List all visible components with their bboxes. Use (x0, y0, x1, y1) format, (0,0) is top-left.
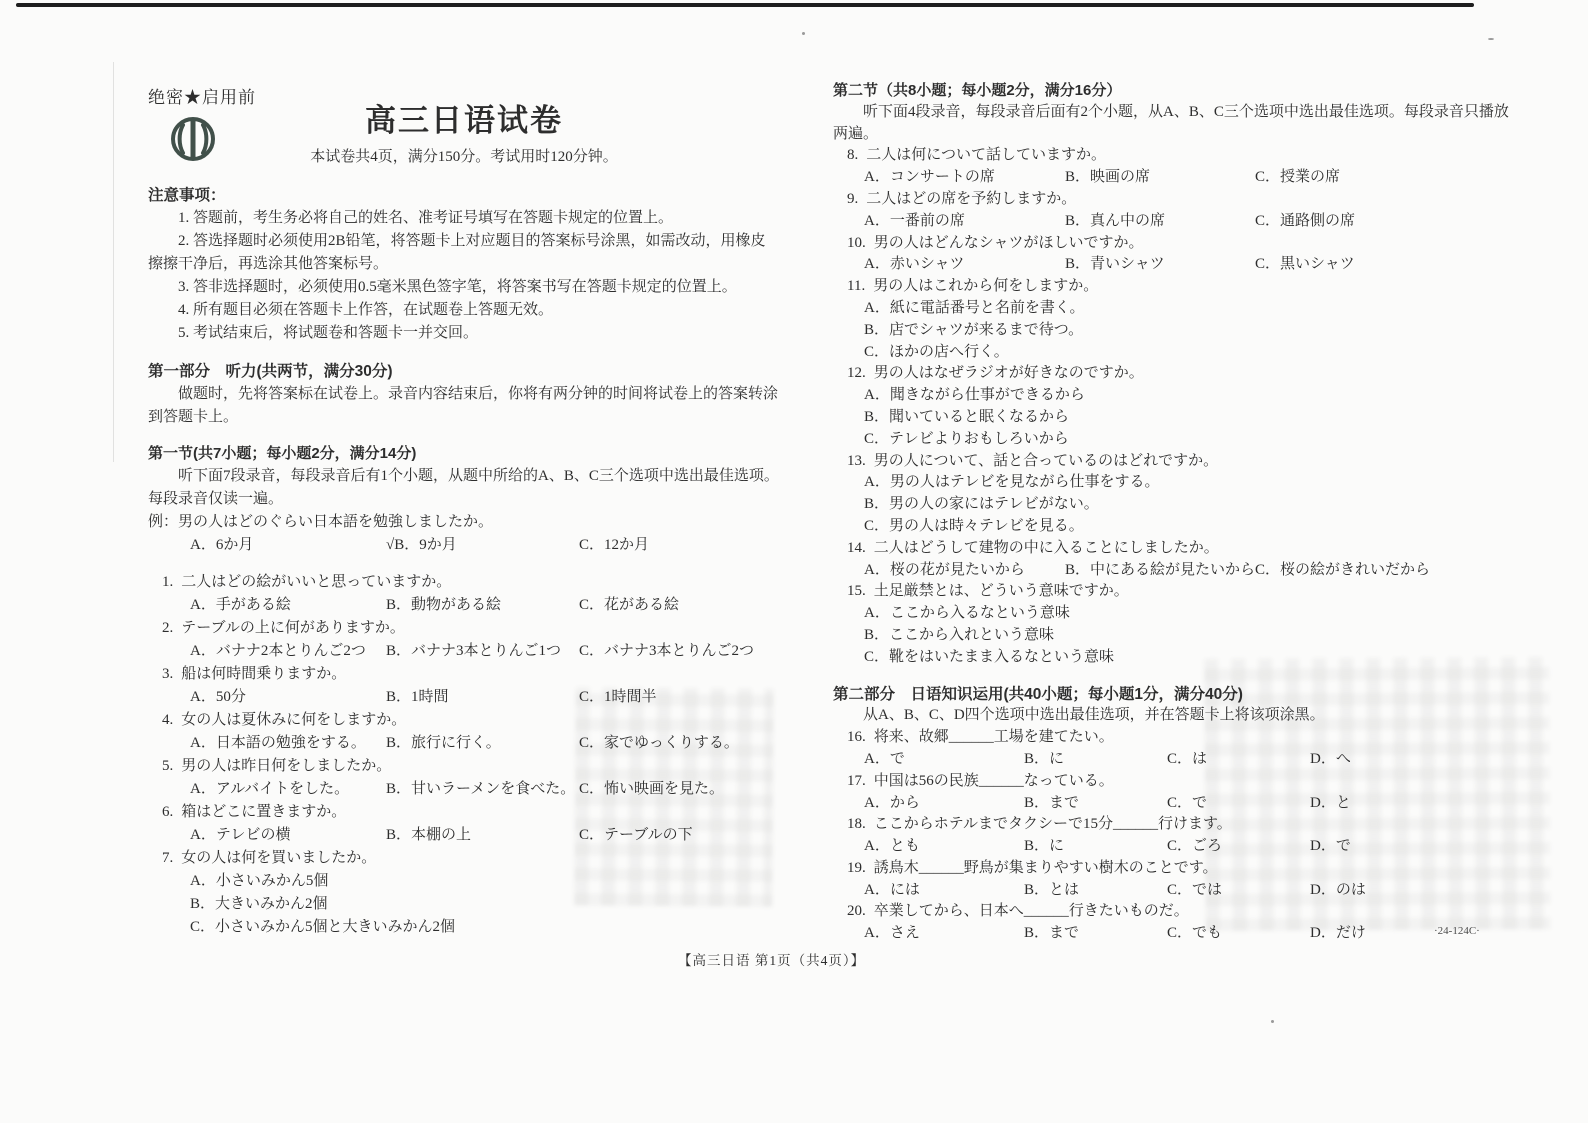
question-18 (833, 814, 1509, 858)
question-stem: 女の人は夏休みに何をしますか。 (181, 712, 407, 728)
question-19 (833, 858, 1509, 902)
option-b: B．に (1024, 838, 1065, 855)
option-b: B．真ん中の席 (1065, 212, 1166, 229)
question-stem: 二人はどの絵がいいと思っていますか。 (181, 574, 452, 590)
notice-item: 3. 答非选择题时，必须使用0.5毫米黑色签字笔，将答案书写在答题卡规定的位置上。 (178, 279, 737, 295)
option-b: B．男の人の家にはテレビがない。 (864, 496, 1099, 513)
question-stem: 土足厳禁とは、どういう意味ですか。 (873, 583, 1129, 600)
option-b: B．バナナ3本とりんご1つ (386, 643, 562, 659)
question-number: 20. (847, 903, 866, 920)
notice-item: 1. 答题前，考生务必将自己的姓名、准考证号填写在答题卡规定的位置上。 (178, 210, 674, 226)
question-stem: 男の人は昨日何をしましたか。 (181, 758, 392, 774)
question-2 (148, 617, 780, 663)
option-d: D．だけ (1310, 925, 1366, 942)
section1-heading: 第一节(共7小题；每小题2分，满分14分) (148, 445, 417, 462)
option-b: B．甘いラーメンを食べた。 (386, 781, 576, 797)
question-10 (833, 233, 1509, 277)
question-stem: 中国は56の民族______なっている。 (873, 772, 1114, 789)
question-number: 15. (847, 583, 866, 600)
option-d: D．へ (1310, 750, 1351, 767)
question-number: 13. (847, 452, 866, 469)
option-a: A．聞きながら仕事ができるから (864, 387, 1085, 404)
exam-brand-logo-icon (170, 114, 216, 164)
option-b: B．中にある絵が見たいから (1065, 561, 1256, 578)
option-a: A．一番前の席 (864, 212, 965, 229)
question-number: 7. (162, 850, 174, 866)
option-c: C．テレビよりおもしろいから (864, 430, 1069, 447)
option-b: B．本棚の上 (386, 827, 472, 843)
option-c: C．男の人は時々テレビを見る。 (864, 517, 1084, 534)
option-b: B．動物がある絵 (386, 597, 502, 613)
option-a: A．には (864, 881, 920, 898)
question-number: 4. (162, 712, 174, 728)
option-b: B．映画の席 (1065, 169, 1151, 186)
question-number: 2. (162, 620, 174, 636)
option-a: A．テレビの横 (190, 827, 291, 843)
option-b: B．1時間 (386, 689, 449, 705)
scan-speck (1488, 38, 1494, 40)
question-20 (833, 901, 1509, 945)
option-b: B．大きいみかん2個 (190, 896, 328, 912)
question-17 (833, 771, 1509, 815)
option-c: C．靴をはいたまま入るなという意味 (864, 648, 1115, 665)
question-number: 18. (847, 816, 866, 833)
page-title: 高三日语试卷 (365, 103, 563, 138)
option-a: A．男の人はテレビを見ながら仕事をする。 (864, 474, 1160, 491)
section2-heading: 第二节（共8小题；每小题2分，满分16分） (833, 82, 1122, 99)
option-c: C．桜の絵がきれいだから (1255, 561, 1431, 578)
option-a: A．から (864, 794, 920, 811)
option-a: A．赤いシャツ (864, 256, 965, 273)
option-a: A．ここから入るなという意味 (864, 605, 1070, 622)
exam-header (148, 86, 780, 138)
question-7 (148, 847, 780, 939)
question-15 (833, 581, 1509, 668)
question-stem: 誘鳥木______野鳥が集まりやすい樹木のことです。 (873, 859, 1218, 876)
paper-code: ·24-124C· (1434, 925, 1480, 937)
question-number: 19. (847, 859, 866, 876)
question-8 (833, 145, 1509, 189)
exam-subtitle: 本试卷共4页，满分150分。考试用时120分钟。 (310, 149, 618, 165)
option-b: B．ここから入れという意味 (864, 626, 1055, 643)
classification-label: 绝密★启用前 (148, 88, 256, 107)
question-16 (833, 727, 1509, 771)
option-a: A．さえ (864, 925, 920, 942)
section1-intro: 听下面7段录音，每段录音后有1个小题，从题中所给的A、B、C三个选项中选出最佳选项。每段录音仅读一遍。 (148, 468, 779, 507)
notice-item: 4. 所有题目必须在答题卡上作答，在试题卷上答题无效。 (178, 302, 554, 318)
option-b: B．店でシャツが来るまで待つ。 (864, 321, 1084, 338)
option-b: B．に (1024, 750, 1065, 767)
notice-item: 5. 考试结束后，将试题卷和答题卡一并交回。 (178, 325, 479, 341)
option-c: C．小さいみかん5個と大きいみかん2個 (190, 919, 456, 935)
option-a: A．日本語の勉強をする。 (190, 735, 366, 751)
page-footer: 【高三日语 第1页（共4页）】 (678, 953, 866, 968)
option-c: C．花がある絵 (579, 597, 680, 613)
option-c: C．バナナ3本とりんご2つ (579, 643, 755, 659)
part2-intro: 从A、B、C、D四个选项中选出最佳选项，并在答题卡上将该项涂黑。 (863, 707, 1325, 724)
option-a: A．手がある絵 (190, 597, 291, 613)
question-number: 5. (162, 758, 174, 774)
question-stem: 男の人はどんなシャツがほしいですか。 (873, 234, 1144, 251)
scan-fold-line (113, 62, 114, 462)
option-b: B．とは (1024, 881, 1080, 898)
example-option-c: C．12か月 (579, 537, 650, 553)
question-number: 3. (162, 666, 174, 682)
option-c: C．通路側の席 (1255, 212, 1356, 229)
part2-heading: 第二部分 日语知识运用(共40小题；每小题1分，满分40分) (833, 685, 1243, 703)
question-stem: ここからホテルまでタクシーで15分______行けます。 (873, 816, 1232, 833)
option-a: A．小さいみかん5個 (190, 873, 329, 889)
option-a: A．50分 (190, 689, 246, 705)
question-stem: 女の人は何を買いましたか。 (181, 850, 377, 866)
question-stem: 将来、故郷______工場を建てたい。 (873, 729, 1114, 746)
question-stem: 船は何時間乗りますか。 (181, 666, 347, 682)
option-c: C．授業の席 (1255, 169, 1341, 186)
option-d: D．のは (1310, 881, 1366, 898)
option-c: C．ほかの店へ行く。 (864, 343, 1009, 360)
option-c: C．ごろ (1167, 838, 1223, 855)
option-c: C．は (1167, 750, 1208, 767)
part1-intro: 做题时，先将答案标在试卷上。录音内容结束后，你将有两分钟的时间将试卷上的答案转涂到答题卡上。 (148, 386, 779, 425)
question-stem: 二人はどうして建物の中に入ることにしましたか。 (873, 539, 1219, 556)
option-c: C．で (1167, 794, 1208, 811)
option-b: B．青いシャツ (1065, 256, 1165, 273)
question-number: 17. (847, 772, 866, 789)
question-number: 10. (847, 234, 866, 251)
option-b: B．聞いていると眠くなるから (864, 408, 1070, 425)
part1-heading: 第一部分 听力(共两节，满分30分) (148, 363, 393, 380)
question-stem: 男の人はなぜラジオが好きなのですか。 (873, 365, 1144, 382)
question-stem: 卒業してから、日本へ______行きたいものだ。 (873, 903, 1189, 920)
example-stem: 例：男の人はどのぐらい日本語を勉強しましたか。 (148, 514, 494, 530)
option-a: A．で (864, 750, 905, 767)
question-6 (148, 801, 780, 847)
option-c: C．でも (1167, 925, 1223, 942)
scan-speck (1271, 1020, 1274, 1023)
question-number: 1. (162, 574, 174, 590)
question-number: 11. (847, 278, 866, 295)
question-14 (833, 538, 1509, 582)
question-number: 8. (847, 147, 859, 164)
option-b: B．旅行に行く。 (386, 735, 501, 751)
option-d: D．と (1310, 794, 1351, 811)
option-c: C．1時間半 (579, 689, 657, 705)
scan-edge-line (16, 3, 1474, 7)
notice-heading: 注意事项： (148, 187, 226, 204)
scan-speck (802, 32, 805, 35)
section2-intro: 听下面4段录音，每段录音后面有2个小题，从A、B、C三个选项中选出最佳选项。每段录音只播放两遍。 (833, 103, 1509, 142)
question-stem: 男の人はこれから何をしますか。 (873, 278, 1099, 295)
option-c: C．家でゆっくりする。 (579, 735, 739, 751)
option-a: A．バナナ2本とりんご2つ (190, 643, 366, 659)
question-stem: 箱はどこに置きますか。 (181, 804, 347, 820)
example-option-a: A．6か月 (190, 537, 254, 553)
question-number: 14. (847, 539, 866, 556)
right-column (833, 80, 1509, 945)
option-b: B．まで (1024, 794, 1080, 811)
example-question (148, 511, 780, 557)
question-5 (148, 755, 780, 801)
option-a: A．紙に電話番号と名前を書く。 (864, 299, 1085, 316)
question-13 (833, 451, 1509, 538)
option-d: D．で (1310, 838, 1351, 855)
question-stem: テーブルの上に何がありますか。 (181, 620, 405, 636)
question-number: 6. (162, 804, 174, 820)
question-number: 9. (847, 190, 859, 207)
notice-item: 2. 答选择题时必须使用2B铅笔，将答题卡上对应题目的答案标号涂黑，如需改动，用橡皮擦擦干净后，再选涂其他答案标号。 (148, 233, 766, 272)
question-11 (833, 276, 1509, 363)
option-a: A．アルバイトをした。 (190, 781, 350, 797)
option-a: A．コンサートの席 (864, 169, 995, 186)
question-1 (148, 571, 780, 617)
option-c: C．黒いシャツ (1255, 256, 1355, 273)
question-stem: 二人は何について話していますか。 (866, 147, 1106, 164)
question-stem: 男の人について、話と合っているのはどれですか。 (873, 452, 1219, 469)
option-c: C．では (1167, 881, 1223, 898)
question-3 (148, 663, 780, 709)
option-a: A．とも (864, 838, 920, 855)
question-9 (833, 189, 1509, 233)
question-number: 16. (847, 729, 866, 746)
option-a: A．桜の花が見たいから (864, 561, 1025, 578)
question-number: 12. (847, 365, 866, 382)
option-b: B．まで (1024, 925, 1080, 942)
option-c: C．怖い映画を見た。 (579, 781, 725, 797)
question-4 (148, 709, 780, 755)
left-column (148, 86, 780, 939)
example-option-b-checked: √B．9か月 (386, 537, 457, 553)
question-12 (833, 363, 1509, 450)
option-c: C．テーブルの下 (579, 827, 693, 843)
question-stem: 二人はどの席を予約しますか。 (866, 190, 1077, 207)
